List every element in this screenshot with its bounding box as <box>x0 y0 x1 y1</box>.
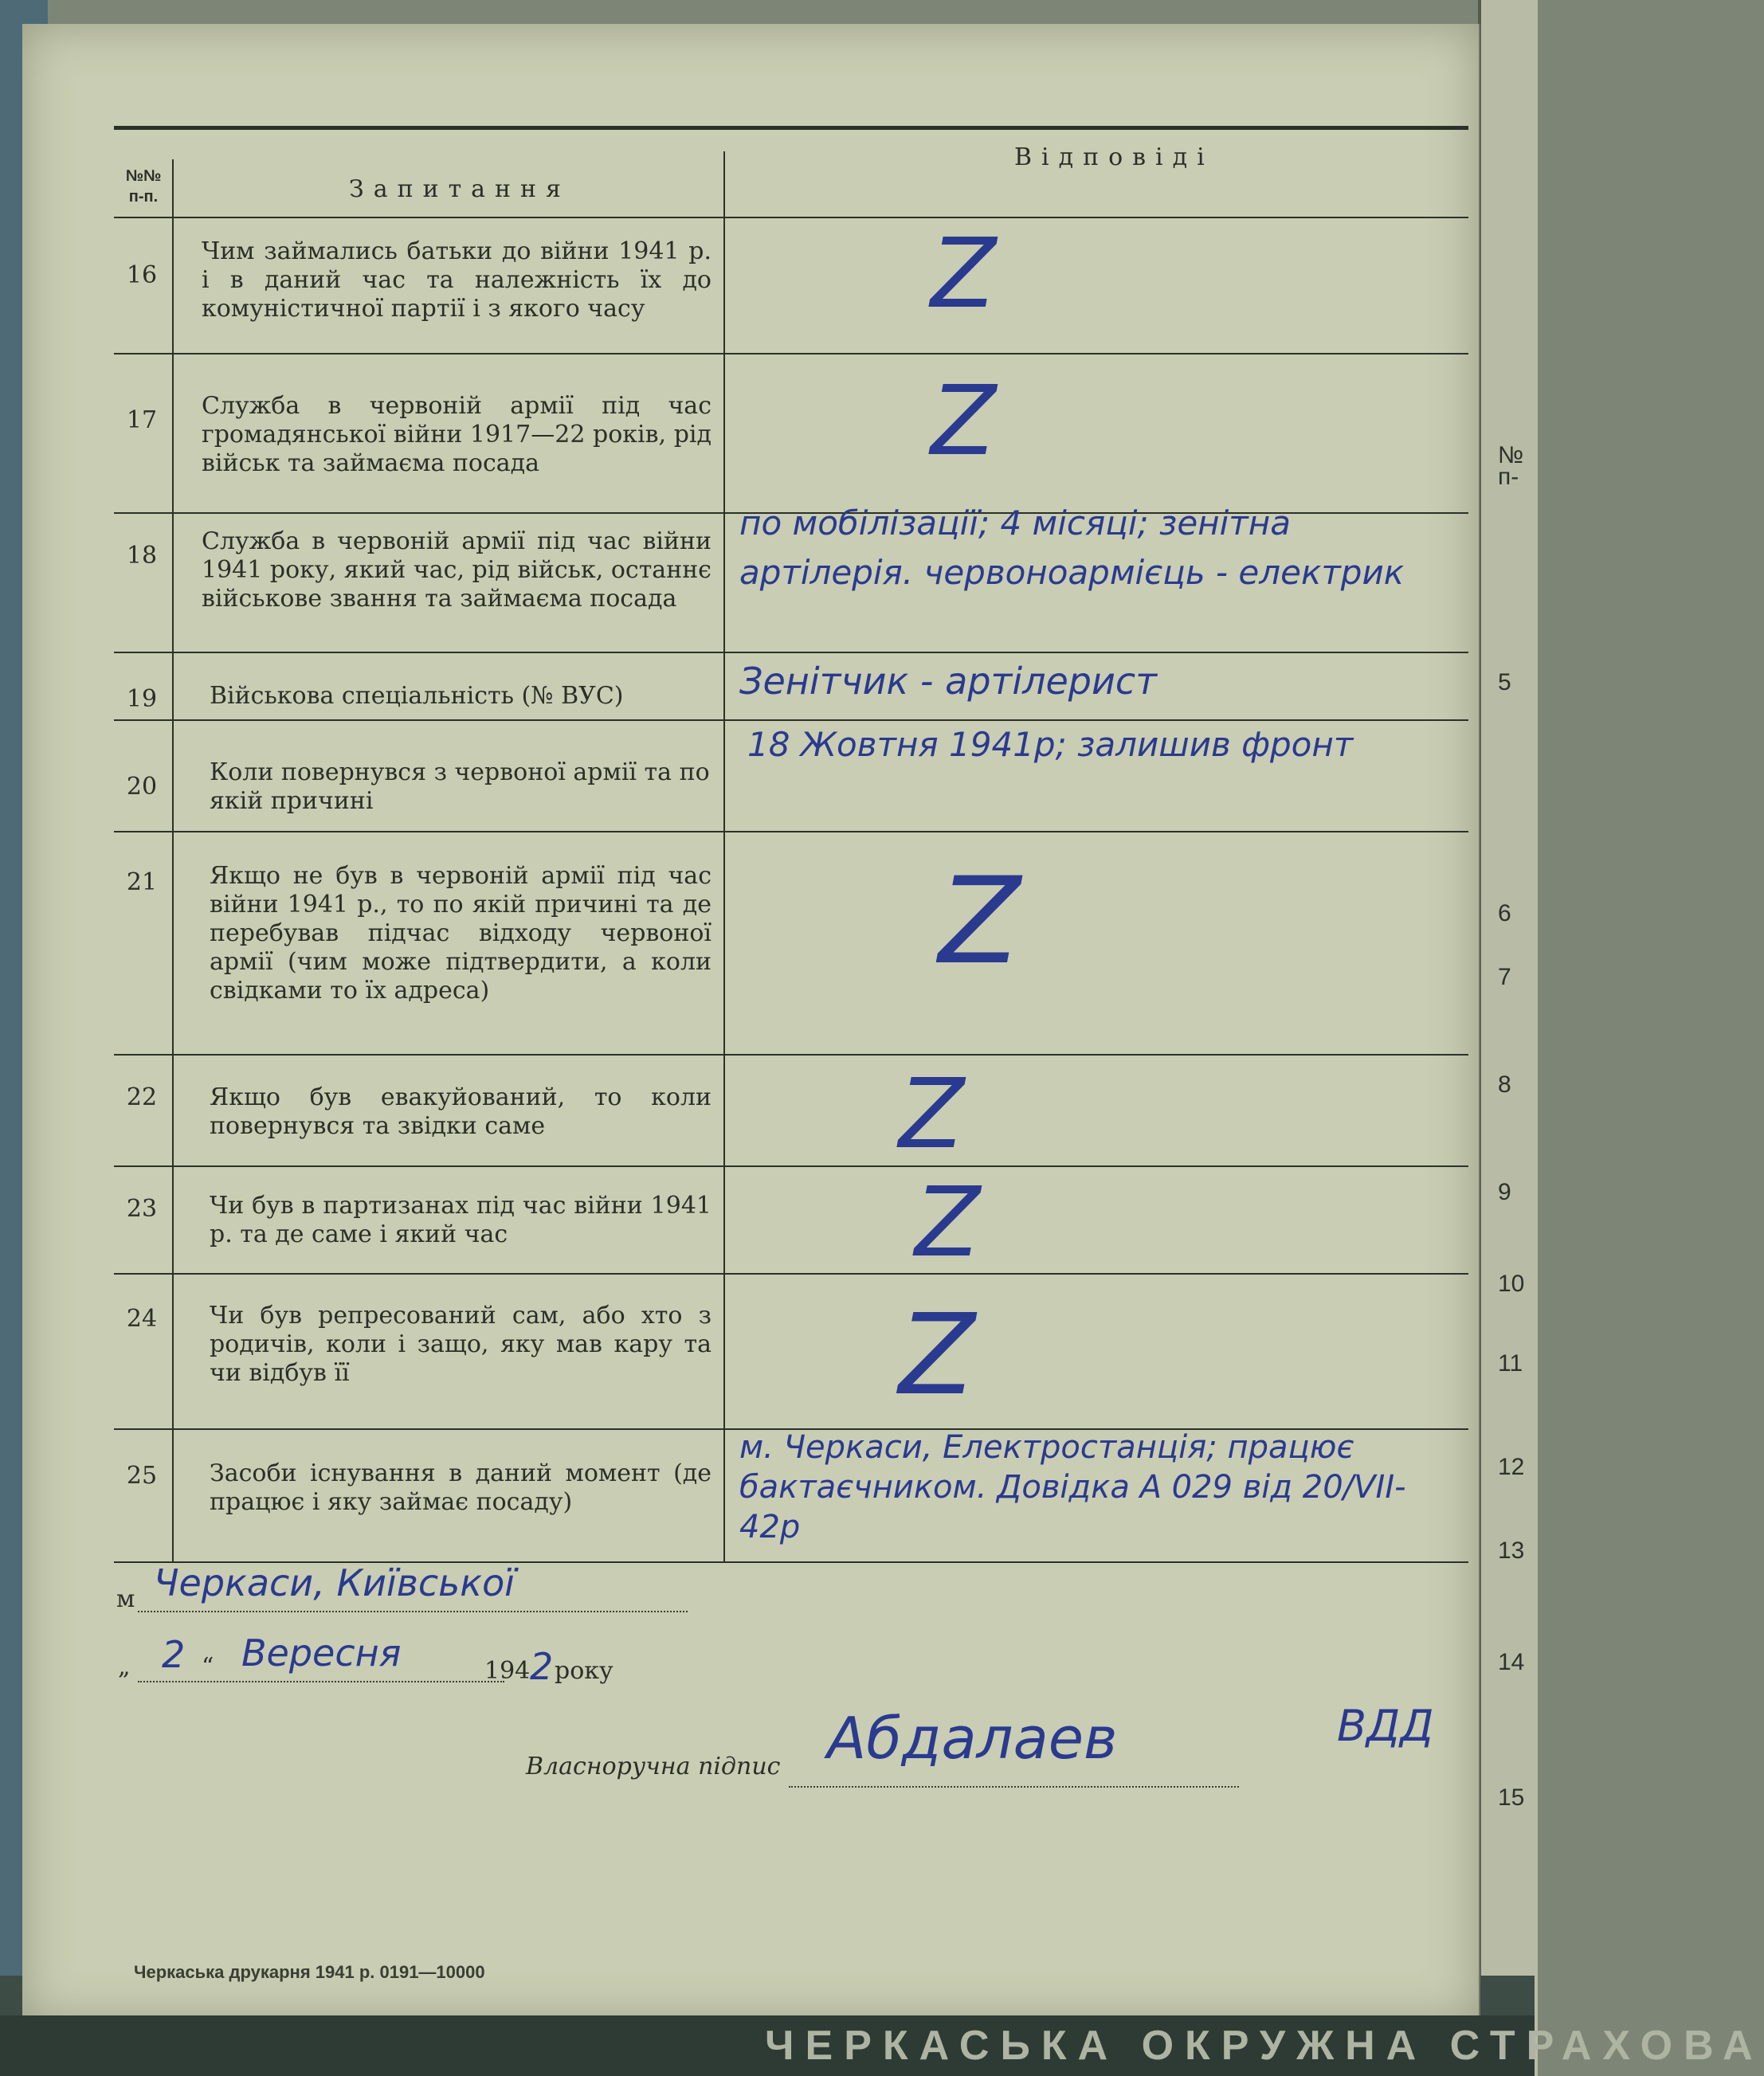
place-value: Черкаси, Київської <box>154 1561 515 1604</box>
side-mark: 7 <box>1498 964 1511 990</box>
question-text: Служба в червоній армії під час війни 1941 року, який час, рід військ, останнє військове звання та займаєма посада <box>202 527 711 613</box>
bottom-strip-text: ЧЕРКАСЬКА ОКРУЖНА СТРАХОВА <box>0 2015 1535 2076</box>
handwritten-answer: м. Черкаси, Електростанція; працює бактаєчником. Довідка А 029 від 20/VII-42р <box>739 1429 1406 1545</box>
side-mark: 11 <box>1498 1350 1523 1377</box>
side-mark: 14 <box>1498 1649 1525 1675</box>
side-mark: 15 <box>1498 1784 1525 1811</box>
column-rule-question <box>723 151 725 1561</box>
row-number: 24 <box>126 1305 158 1333</box>
row-rule <box>114 719 1468 721</box>
header-answer: Відповіді <box>1014 143 1214 171</box>
header-question: Запитання <box>349 175 570 203</box>
row-rule <box>114 1165 1468 1167</box>
side-mark: 13 <box>1498 1537 1525 1564</box>
printer-imprint: Черкаська друкарня 1941 р. 0191—10000 <box>134 1962 485 1982</box>
row-number: 23 <box>126 1195 158 1223</box>
dash-mark: Z <box>899 1060 965 1170</box>
dash-mark: Z <box>931 219 997 330</box>
row-number: 22 <box>126 1083 158 1111</box>
signature: Абдалаев <box>827 1705 1118 1772</box>
row-number: 18 <box>126 542 158 570</box>
side-mark: 12 <box>1498 1454 1525 1480</box>
row-number: 21 <box>126 868 158 896</box>
question-text: Якщо був евакуйований, то коли повернувся та звідки саме <box>210 1083 711 1140</box>
row-rule <box>114 353 1468 354</box>
side-mark: 8 <box>1498 1071 1511 1098</box>
signature-label: Власноручна підпис <box>526 1753 781 1780</box>
handwritten-answer: Зенітчик - артілерист <box>739 660 1157 703</box>
adjacent-page-edge <box>1478 0 1538 2076</box>
date-quote-close: “ <box>202 1653 214 1681</box>
question-text: Коли повернувся з червоної армії та по якій причині <box>210 758 710 815</box>
header-rule <box>114 217 1468 218</box>
date-year-digit: 2 <box>530 1645 554 1688</box>
initials: ВДД <box>1337 1701 1434 1751</box>
dash-mark: Z <box>931 366 997 477</box>
date-year-prefix: 194 <box>484 1657 531 1685</box>
row-number: 16 <box>126 261 158 289</box>
handwritten-answer: 18 Жовтня 1941р; залишив фронт <box>747 725 1354 764</box>
dash-mark: Z <box>915 1168 981 1279</box>
question-text: Якщо не був в червоній армії під час війни 1941 р., то по якій причині та де перебував підчас відходу червоної армії (чим може підтвердити, а коли свідками то їх адреса) <box>210 862 711 1005</box>
side-mark: № <box>1498 442 1524 468</box>
row-rule <box>114 652 1468 653</box>
dash-mark: Z <box>899 1291 975 1420</box>
question-text: Засоби існування в даний момент (де працює і яку займає посаду) <box>210 1459 711 1516</box>
question-text: Чи був в партизанах під час війни 1941 р. та де саме і який час <box>210 1192 711 1248</box>
question-text: Військова спеціальність (№ ВУС) <box>210 682 624 710</box>
question-text: Чим займались батьки до війни 1941 р. і в даний час та належність їх до комуністичної партії і з якого часу <box>202 237 711 323</box>
header-number: №№ п-п. <box>125 167 162 206</box>
side-mark: 10 <box>1498 1271 1525 1297</box>
row-number: 19 <box>126 685 158 713</box>
side-mark: 6 <box>1498 900 1511 926</box>
row-number: 17 <box>126 406 158 434</box>
date-line <box>138 1681 504 1682</box>
signature-line <box>789 1786 1239 1788</box>
row-number: 25 <box>126 1462 158 1490</box>
place-line <box>138 1611 688 1612</box>
dash-mark: Z <box>939 852 1021 991</box>
date-year-suffix: року <box>555 1657 613 1685</box>
date-month: Вересня <box>241 1631 402 1675</box>
date-day: 2 <box>162 1633 186 1676</box>
handwritten-answer: по мобілізації; 4 місяці; зенітна артілерія. червоноармієць - електрик <box>739 503 1405 592</box>
form-page <box>22 24 1480 2023</box>
row-rule <box>114 1273 1468 1275</box>
table-top-rule <box>114 126 1468 130</box>
question-text: Служба в червоній армії під час громадянської війни 1917—22 років, рід військ та займаєма посада <box>202 392 711 477</box>
row-rule <box>114 831 1468 832</box>
side-mark: 5 <box>1498 669 1511 695</box>
date-quote-open: „ <box>118 1653 131 1681</box>
column-rule-num <box>172 159 174 1561</box>
question-text: Чи був репресований сам, або хто з родичів, коли і защо, яку мав кару та чи відбув її <box>210 1302 711 1387</box>
row-rule <box>114 1054 1468 1056</box>
row-number: 20 <box>126 773 158 801</box>
side-mark: 9 <box>1498 1179 1511 1205</box>
place-prefix: м <box>116 1585 135 1613</box>
side-mark: п- <box>1498 464 1519 490</box>
